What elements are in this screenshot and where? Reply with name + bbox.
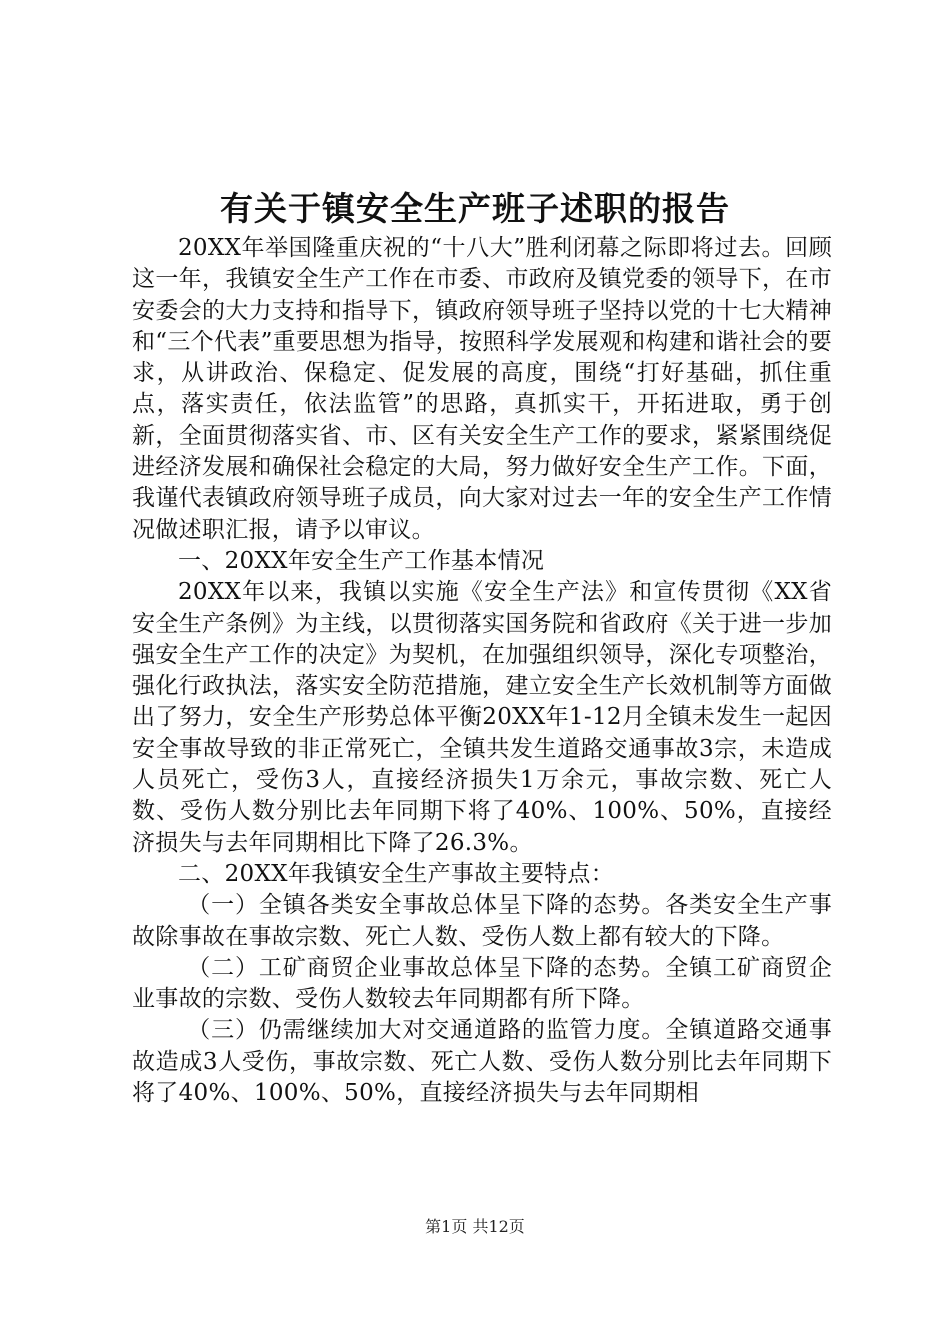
- intro-paragraph: 20XX年举国隆重庆祝的“十八大”胜利闭幕之际即将过去。回顾这一年，我镇安全生产工作在市委、市政府及镇党委的领导下，在市安委会的大力支持和指导下，镇政府领导班子坚持以党的十七大精神和“三个代表”重要思想为指导，按照科学发展观和构建和谐社会的要求，从讲政治、保稳定、促发展的高度，围绕“打好基础，抓住重点，落实责任，依法监管”的思路，真抓实干，开拓进取，勇于创新，全面贯彻落实省、市、区有关安全生产工作的要求，紧紧围绕促进经济发展和确保社会稳定的大局，努力做好安全生产工作。下面，我谨代表镇政府领导班子成员，向大家对过去一年的安全生产工作情况做述职汇报，请予以审议。: [132, 235, 832, 543]
- document-title: 有关于镇安全生产班子述职的报告: [220, 189, 730, 228]
- section-1-paragraph: 20XX年以来，我镇以实施《安全生产法》和宣传贯彻《XX省安全生产条例》为主线，以贯彻落实国务院和省政府《关于进一步加强安全生产工作的决定》为契机，在加强组织领导，深化专项整治，强化行政执法，落实安全防范措施，建立安全生产长效机制等方面做出了努力，安全生产形势总体平衡20XX年1-12月全镇未发生一起因安全事故导致的非正常死亡，全镇共发生道路交通事故3宗，未造成人员死亡，受伤3人，直接经济损失1万余元，事故宗数、死亡人数、受伤人数分别比去年同期下将了40%、100%、50%，直接经济损失与去年同期相比下降了26.3%。: [132, 579, 832, 856]
- section-heading-2: 二、20XX年我镇安全生产事故主要特点：: [178, 860, 615, 887]
- point-1-paragraph: （一）全镇各类安全事故总体呈下降的态势。各类安全生产事故除事故在事故宗数、死亡人数、受伤人数上都有较大的下降。: [132, 892, 832, 950]
- point-3-paragraph: （三）仍需继续加大对交通道路的监管力度。全镇道路交通事故造成3人受伤，事故宗数、死亡人数、受伤人数分别比去年同期下将了40%、100%、50%，直接经济损失与去年同期相: [132, 1017, 832, 1107]
- section-heading-1: 一、20XX年安全生产工作基本情况: [178, 547, 545, 574]
- point-2-paragraph: （二）工矿商贸企业事故总体呈下降的态势。全镇工矿商贸企业事故的宗数、受伤人数较去年同期都有所下降。: [132, 954, 832, 1013]
- page-number-footer: 第1页 共12页: [425, 1217, 525, 1236]
- document-body: [132, 233, 832, 1109]
